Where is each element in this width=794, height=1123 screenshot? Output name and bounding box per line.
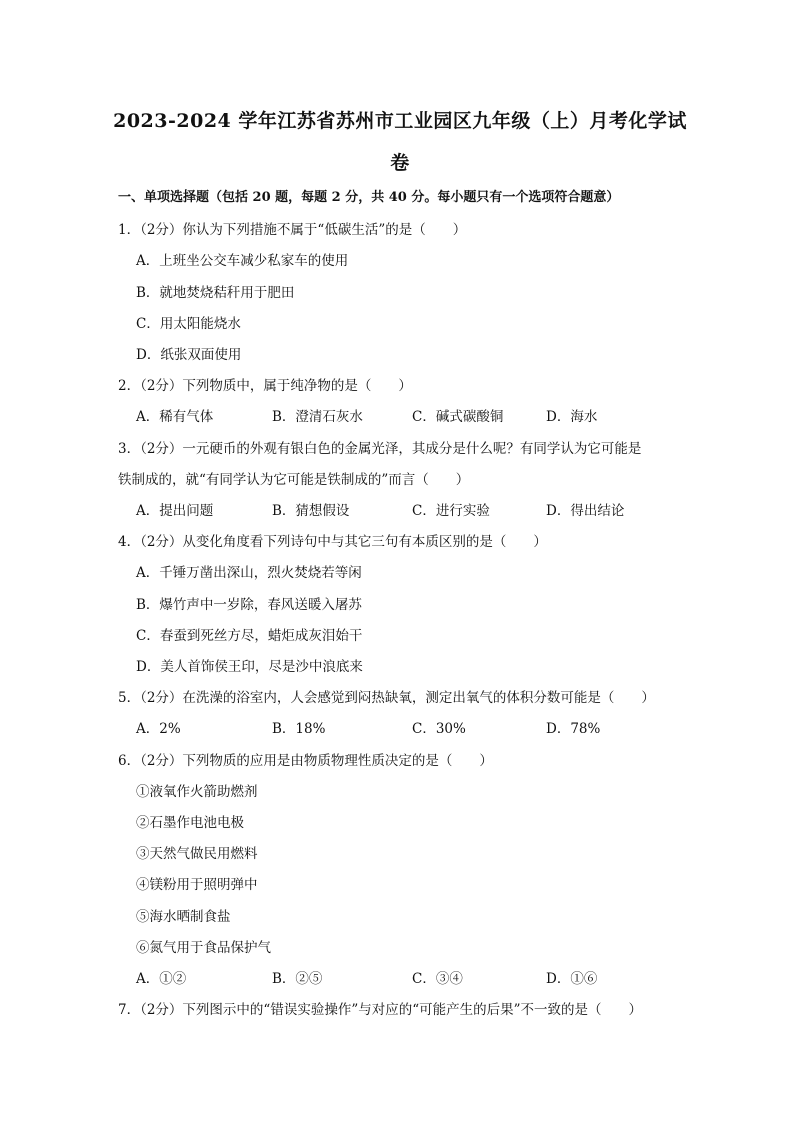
question-4-option-b: B．爆竹声中一岁除，春风送暖入屠苏 <box>136 597 362 613</box>
question-6-item-4: ④镁粉用于照明弹中 <box>136 877 258 893</box>
question-6-item-2: ②石墨作电池电极 <box>136 815 244 831</box>
question-3-option-c: C．进行实验 <box>412 503 490 519</box>
question-6-option-c: C．③④ <box>412 971 463 987</box>
question-1-option-b: B．就地焚烧秸秆用于肥田 <box>136 285 295 301</box>
question-3-option-d: D．得出结论 <box>546 503 625 519</box>
question-3-option-b: B．猜想假设 <box>272 503 350 519</box>
question-5-option-c: C．30% <box>412 721 466 737</box>
exam-title-line-2: 卷 <box>390 152 410 174</box>
question-4-stem: 4．（2分）从变化角度看下列诗句中与其它三句有本质区别的是（ ） <box>118 534 547 550</box>
question-2-options <box>136 405 696 425</box>
question-6-option-d: D．①⑥ <box>546 971 598 987</box>
question-3-stem-continued: 铁制成的，就“有同学认为它可能是铁制成的”而言（ ） <box>118 472 470 488</box>
question-2-stem: 2．（2分）下列物质中，属于纯净物的是（ ） <box>118 378 412 394</box>
question-2-option-b: B．澄清石灰水 <box>272 409 363 425</box>
question-4-option-c: C．春蚕到死丝方尽，蜡炬成灰泪始干 <box>136 628 363 644</box>
question-6-options <box>136 967 696 987</box>
question-1-option-d: D．纸张双面使用 <box>136 347 242 363</box>
question-1-option-c: C．用太阳能烧水 <box>136 316 241 332</box>
question-6-item-1: ①液氧作火箭助燃剂 <box>136 784 258 800</box>
question-5-options <box>136 717 696 737</box>
question-6-item-6: ⑥氮气用于食品保护气 <box>136 940 271 956</box>
question-6-item-5: ⑤海水晒制食盐 <box>136 909 231 925</box>
question-5-stem: 5．（2分）在洗澡的浴室内，人会感觉到闷热缺氧，测定出氧气的体积分数可能是（ ） <box>118 690 655 706</box>
question-4-option-d: D．美人首饰侯王印，尽是沙中浪底来 <box>136 659 363 675</box>
question-5-option-a: A．2% <box>136 721 181 737</box>
question-2-option-a: A．稀有气体 <box>136 409 214 425</box>
question-6-option-b: B．②⑤ <box>272 971 323 987</box>
question-3-option-a: A．提出问题 <box>136 503 214 519</box>
question-1-stem: 1．（2分）你认为下列措施不属于“低碳生活”的是（ ） <box>118 222 467 238</box>
question-2-option-d: D．海水 <box>546 409 598 425</box>
question-3-options <box>136 499 696 519</box>
question-3-stem: 3．（2分）一元硬币的外观有银白色的金属光泽，其成分是什么呢？有同学认为它可能是 <box>118 441 642 457</box>
question-1-option-a: A．上班坐公交车减少私家车的使用 <box>136 253 349 269</box>
section-heading: 一、单项选择题（包括 20 题，每题 2 分，共 40 分。每小题只有一个选项符合题意） <box>118 190 620 205</box>
question-2-option-c: C．碱式碳酸铜 <box>412 409 504 425</box>
question-7-stem: 7．（2分）下列图示中的“错误实验操作”与对应的“可能产生的后果”不一致的是（ ） <box>118 1002 643 1018</box>
question-5-option-d: D．78% <box>546 721 601 737</box>
question-6-option-a: A．①② <box>136 971 187 987</box>
question-5-option-b: B．18% <box>272 721 326 737</box>
question-4-option-a: A．千锤万凿出深山，烈火焚烧若等闲 <box>136 565 362 581</box>
question-6-stem: 6．（2分）下列物质的应用是由物质物理性质决定的是（ ） <box>118 753 493 769</box>
exam-title-line-1: 2023-2024 学年江苏省苏州市工业园区九年级（上）月考化学试 <box>113 110 687 132</box>
question-6-item-3: ③天然气做民用燃料 <box>136 846 258 862</box>
